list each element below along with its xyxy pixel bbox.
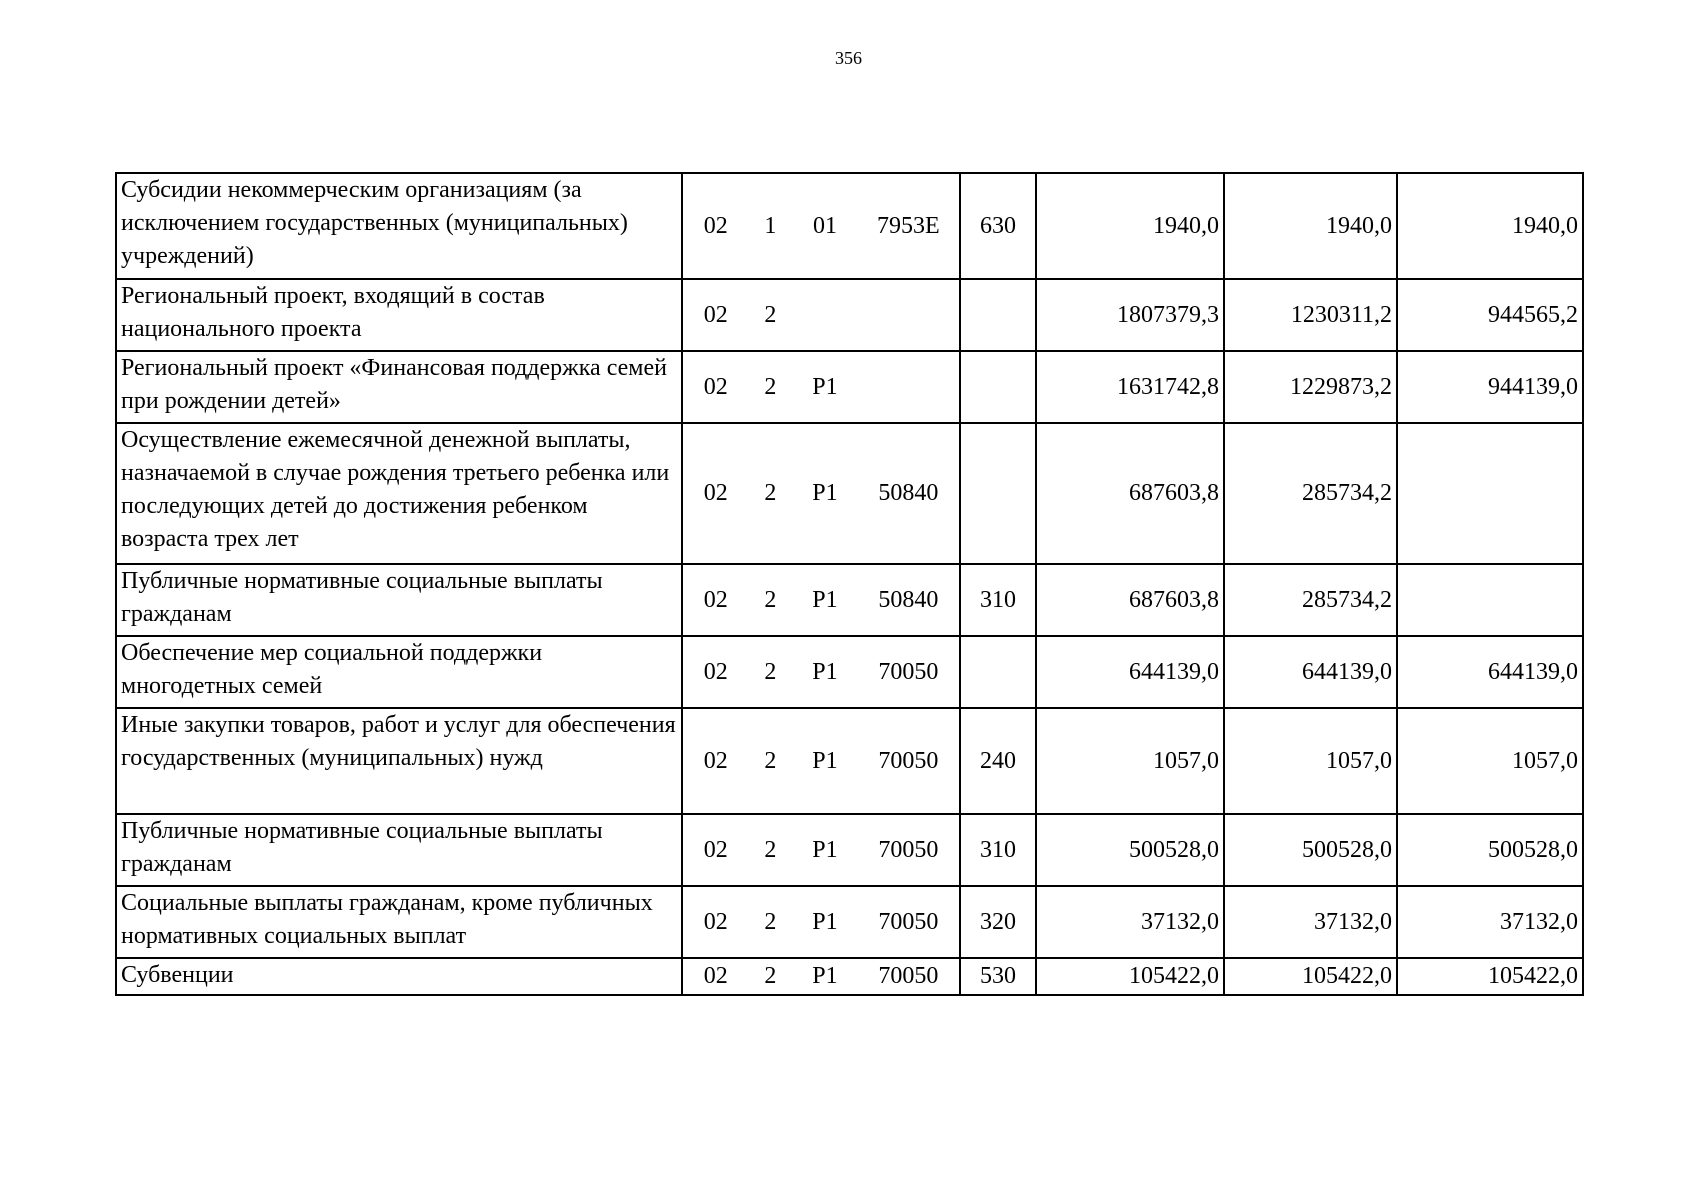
code-subprogram: 2 (764, 963, 777, 989)
code-subprogram: 2 (764, 301, 777, 328)
table-row (116, 279, 1583, 351)
row-name: Региональный проект, входящий в состав национального проекта (116, 279, 682, 351)
amount-year-1: 500528,0 (1036, 814, 1224, 886)
code-subprogram: 2 (764, 586, 777, 613)
code-event: P1 (812, 480, 838, 506)
code-direction: 70050 (878, 908, 939, 935)
amount-year-2: 500528,0 (1224, 814, 1397, 886)
code-group (682, 564, 960, 636)
amount-year-1: 1807379,3 (1036, 279, 1224, 351)
amount-year-1: 687603,8 (1036, 423, 1224, 564)
code-group (682, 958, 960, 995)
row-name: Иные закупки товаров, работ и услуг для обеспечения государственных (муниципальных) нужд (116, 708, 682, 814)
code-group (682, 351, 960, 423)
amount-year-2: 1229873,2 (1224, 351, 1397, 423)
amount-year-3: 500528,0 (1397, 814, 1583, 886)
code-direction: 70050 (878, 658, 939, 685)
code-subprogram: 2 (764, 658, 777, 685)
code-subprogram: 1 (764, 212, 777, 239)
table-row (116, 708, 1583, 814)
code-group (682, 886, 960, 958)
code-group (682, 814, 960, 886)
amount-year-2: 285734,2 (1224, 564, 1397, 636)
code-expense-type: 320 (960, 886, 1036, 958)
code-group (682, 708, 960, 814)
table-row (116, 636, 1583, 708)
amount-year-3: 105422,0 (1397, 958, 1583, 995)
code-event: P1 (812, 373, 838, 400)
code-direction: 70050 (878, 963, 939, 989)
table-row (116, 886, 1583, 958)
row-name: Публичные нормативные социальные выплаты гражданам (116, 814, 682, 886)
code-direction: 50840 (878, 480, 939, 506)
code-program: 02 (703, 908, 728, 935)
amount-year-3: 1940,0 (1397, 173, 1583, 279)
amount-year-3: 944139,0 (1397, 351, 1583, 423)
code-direction: 50840 (878, 586, 939, 613)
code-event: P1 (812, 658, 838, 685)
amount-year-3: 1057,0 (1397, 708, 1583, 814)
code-direction: 70050 (878, 747, 939, 774)
amount-year-3 (1397, 423, 1583, 564)
row-name: Региональный проект «Финансовая поддержка семей при рождении детей» (116, 351, 682, 423)
amount-year-1: 1631742,8 (1036, 351, 1224, 423)
code-program: 02 (703, 373, 728, 400)
table-row (116, 814, 1583, 886)
code-group (682, 173, 960, 279)
code-event: P1 (812, 963, 838, 989)
row-name: Публичные нормативные социальные выплаты гражданам (116, 564, 682, 636)
amount-year-3: 944565,2 (1397, 279, 1583, 351)
code-event: P1 (812, 747, 838, 774)
code-direction: 7953E (877, 212, 940, 239)
amount-year-3 (1397, 564, 1583, 636)
amount-year-1: 1940,0 (1036, 173, 1224, 279)
code-event: 01 (812, 212, 837, 239)
table-row (116, 958, 1583, 995)
code-subprogram: 2 (764, 373, 777, 400)
code-event: P1 (812, 836, 838, 863)
amount-year-2: 1230311,2 (1224, 279, 1397, 351)
code-expense-type (960, 636, 1036, 708)
amount-year-2: 1057,0 (1224, 708, 1397, 814)
code-group (682, 636, 960, 708)
code-program: 02 (703, 836, 728, 863)
code-program: 02 (703, 586, 728, 613)
code-expense-type: 240 (960, 708, 1036, 814)
table-row (116, 564, 1583, 636)
table-row (116, 423, 1583, 564)
code-subprogram: 2 (764, 747, 777, 774)
code-subprogram: 2 (764, 480, 777, 506)
budget-table (115, 172, 1584, 996)
code-expense-type: 630 (960, 173, 1036, 279)
amount-year-1: 105422,0 (1036, 958, 1224, 995)
code-program: 02 (703, 747, 728, 774)
row-name: Социальные выплаты гражданам, кроме публичных нормативных социальных выплат (116, 886, 682, 958)
amount-year-2: 37132,0 (1224, 886, 1397, 958)
amount-year-1: 687603,8 (1036, 564, 1224, 636)
amount-year-2: 285734,2 (1224, 423, 1397, 564)
code-expense-type (960, 279, 1036, 351)
row-name: Осуществление ежемесячной денежной выплаты, назначаемой в случае рождения третьего ребенка или последующих детей до достижения ребенком возраста трех лет (116, 423, 682, 564)
code-subprogram: 2 (764, 908, 777, 935)
code-expense-type: 530 (960, 958, 1036, 995)
code-group (682, 423, 960, 564)
code-group (682, 279, 960, 351)
code-expense-type (960, 423, 1036, 564)
code-program: 02 (703, 480, 728, 506)
amount-year-2: 105422,0 (1224, 958, 1397, 995)
code-program: 02 (703, 963, 728, 989)
code-event: P1 (812, 908, 838, 935)
code-direction: 70050 (878, 836, 939, 863)
code-subprogram: 2 (764, 836, 777, 863)
row-name: Субвенции (116, 958, 682, 995)
amount-year-1: 1057,0 (1036, 708, 1224, 814)
amount-year-1: 37132,0 (1036, 886, 1224, 958)
amount-year-2: 644139,0 (1224, 636, 1397, 708)
table-row (116, 351, 1583, 423)
code-program: 02 (703, 212, 728, 239)
code-expense-type (960, 351, 1036, 423)
page-number: 356 (835, 48, 862, 68)
code-program: 02 (703, 658, 728, 685)
row-name: Субсидии некоммерческим организациям (за исключением государственных (муниципальных) учреждений) (116, 173, 682, 279)
table-row (116, 173, 1583, 279)
amount-year-1: 644139,0 (1036, 636, 1224, 708)
amount-year-3: 644139,0 (1397, 636, 1583, 708)
amount-year-2: 1940,0 (1224, 173, 1397, 279)
row-name: Обеспечение мер социальной поддержки многодетных семей (116, 636, 682, 708)
code-program: 02 (703, 301, 728, 328)
code-expense-type: 310 (960, 814, 1036, 886)
amount-year-3: 37132,0 (1397, 886, 1583, 958)
code-event: P1 (812, 586, 838, 613)
code-expense-type: 310 (960, 564, 1036, 636)
